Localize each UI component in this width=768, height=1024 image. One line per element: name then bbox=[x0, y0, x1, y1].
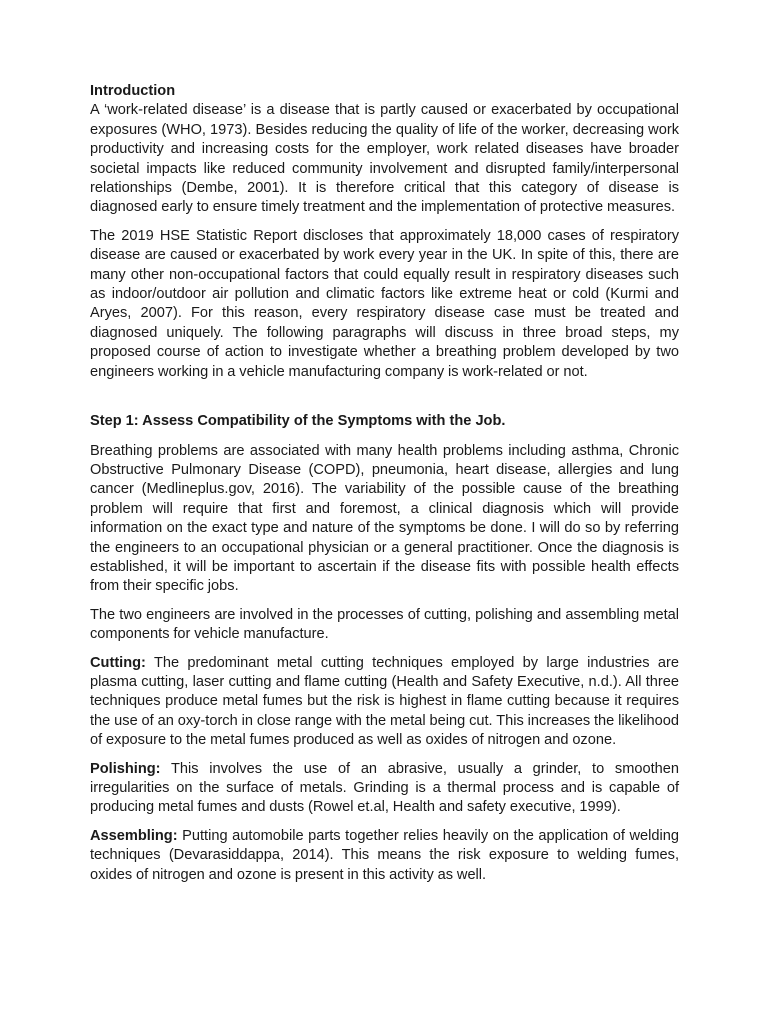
process-cutting-term: Cutting: bbox=[90, 654, 146, 671]
introduction-paragraph-2: The 2019 HSE Statistic Report discloses that approximately 18,000 cases of respiratory disease are caused or exacerbated by work every year in the UK. In spite of this, there are many other non-occupational factors that could equally result in respiratory diseases such as indoor/outdoor air pollution and climatic factors like extreme heat or cold (Kurmi and Aryes, 2007). For this reason, every respiratory disease case must be treated and diagnosed uniquely. The following paragraphs will discuss in three broad steps, my proposed course of action to investigate whether a breathing problem developed by two engineers working in a vehicle manufacturing company is work-related or not. bbox=[90, 227, 679, 380]
process-assembling bbox=[90, 827, 679, 885]
document-page bbox=[90, 82, 679, 894]
process-polishing-text: This involves the use of an abrasive, usually a grinder, to smoothen irregularities on the surface of metals. Grinding is a thermal process and is capable of producing metal fumes and dusts (Rowel et.al, Health and safety executive, 1999). bbox=[90, 760, 679, 816]
step1-heading: Step 1: Assess Compatibility of the Symptoms with the Job. bbox=[90, 413, 506, 430]
introduction-paragraph-1: A ‘work-related disease’ is a disease that is partly caused or exacerbated by occupational exposures (WHO, 1973). Besides reducing the quality of life of the worker, decreasing work productivity and increasing costs for the employer, work related diseases have broader societal impacts like reduced community involvement and disrupted family/interpersonal relationships (Dembe, 2001). It is therefore critical that this category of disease is diagnosed early to ensure timely treatment and the implementation of protective measures. bbox=[90, 102, 679, 216]
process-assembling-text: Putting automobile parts together relies heavily on the application of welding techniques (Devarasiddappa, 2014). This means the risk exposure to welding fumes, oxides of nitrogen and ozone is present in this activity as well. bbox=[90, 827, 679, 883]
process-polishing-term: Polishing: bbox=[90, 760, 161, 777]
step1-paragraph-1: Breathing problems are associated with many health problems including asthma, Chronic Obstructive Pulmonary Disease (COPD), pneumonia, heart disease, allergies and lung cancer (Medlineplus.gov, 2016). The variability of the possible cause of the breathing problem will require that first and foremost, a clinical diagnosis which will provide information on the exact type and nature of the symptoms be done. I will do so by referring the engineers to an occupational physician or a general practitioner. Once the diagnosis is established, it will be important to ascertain if the disease fits with possible health effects from their specific jobs. bbox=[90, 442, 679, 595]
introduction-heading: Introduction bbox=[90, 83, 176, 99]
process-assembling-term: Assembling: bbox=[90, 827, 178, 844]
process-cutting-text: The predominant metal cutting techniques employed by large industries are plasma cutting, laser cutting and flame cutting (Health and Safety Executive, n.d.). All three techniques produce metal fumes but the risk is highest in flame cutting because it requires the use of an oxy-torch in close range with the metal being cut. This increases the likelihood of exposure to the metal fumes produced as well as oxides of nitrogen and ozone. bbox=[90, 654, 679, 749]
process-cutting bbox=[90, 654, 679, 751]
process-polishing bbox=[90, 760, 679, 818]
step1-paragraph-2: The two engineers are involved in the processes of cutting, polishing and assembling metal components for vehicle manufacture. bbox=[90, 606, 679, 643]
